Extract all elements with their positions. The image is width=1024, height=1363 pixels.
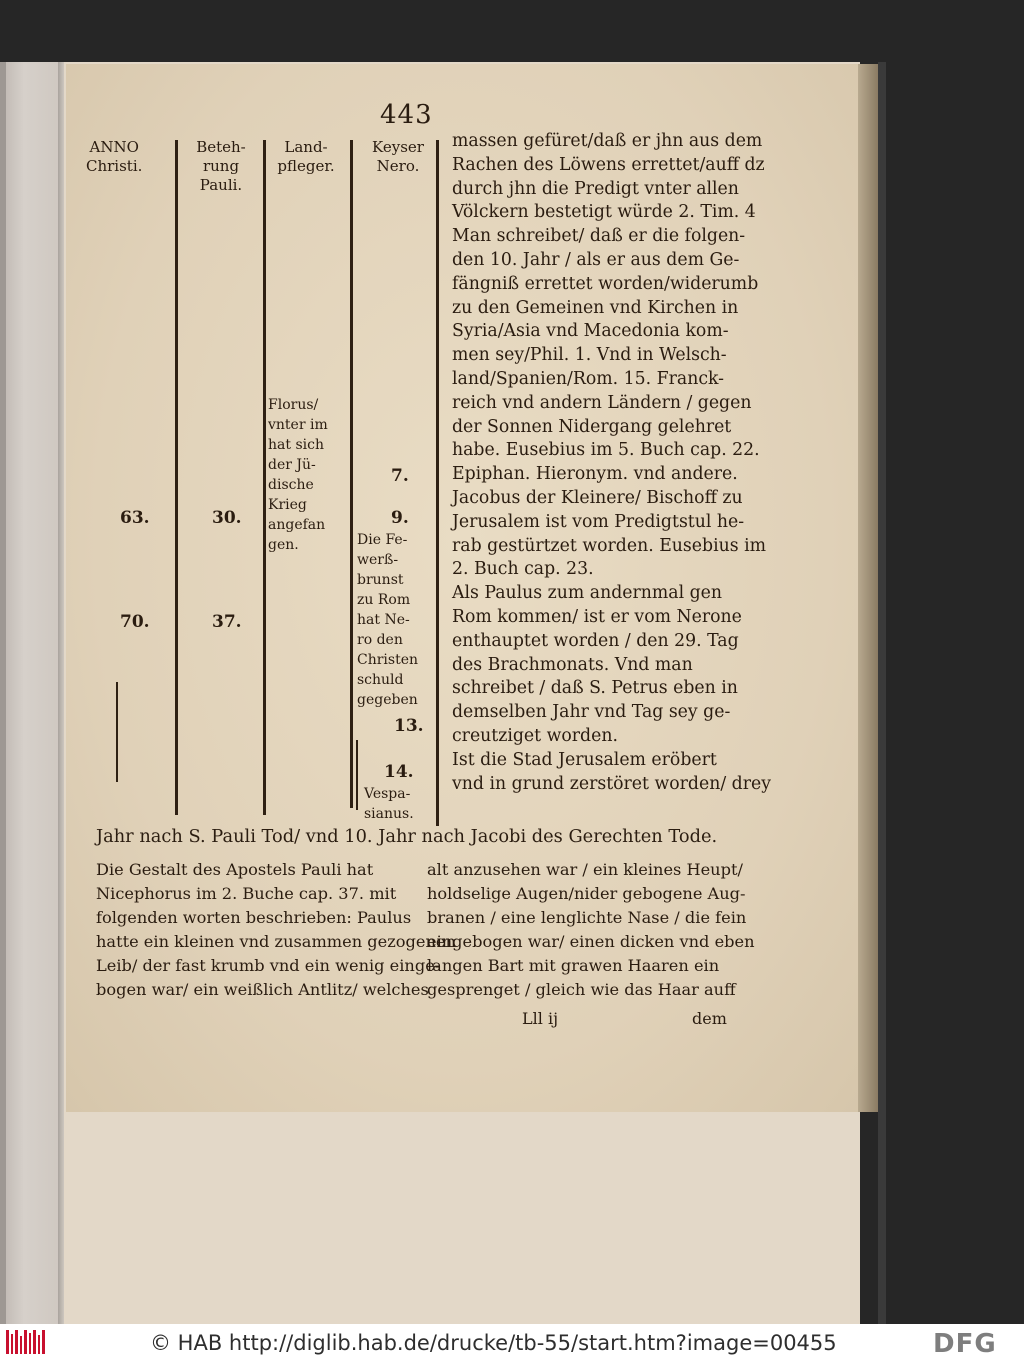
text-line: zu den Gemeinen vnd Kirchen in: [452, 297, 739, 318]
bekehrung-value: 37.: [212, 612, 242, 632]
text-line: Jerusalem ist vom Predigtstul he-: [452, 511, 745, 532]
entry-line: der Jü-: [268, 457, 316, 473]
header-line: Keyser: [372, 138, 424, 156]
keyser-year-7: 7.: [391, 466, 409, 486]
text-line: holdselige Augen/nider gebogene Aug-: [427, 883, 746, 903]
text-line: Syria/Asia vnd Macedonia kom-: [452, 321, 729, 342]
bekehrung-value: 30.: [212, 508, 242, 528]
hab-barcode-logo-icon: [6, 1328, 46, 1356]
text-line: Epiphan. Hieronym. vnd andere.: [452, 464, 738, 485]
entry-line: hat sich: [268, 437, 324, 453]
text-line: Rachen des Löwens errettet/auff dz: [452, 154, 765, 175]
text-line: des Brachmonats. Vnd man: [452, 654, 693, 675]
column-rule: [263, 140, 266, 815]
header-keyser-nero: [360, 138, 436, 176]
header-anno-christi: [86, 138, 142, 176]
header-line: Christi.: [86, 157, 143, 175]
column-rule: [116, 682, 118, 782]
entry-line: brunst: [357, 572, 404, 588]
keyser-fire-entry: [357, 530, 418, 710]
text-line: massen gefüret/daß er jhn aus dem: [452, 131, 763, 151]
entry-line: Krieg: [268, 497, 307, 513]
text-line: Leib/ der fast krumb vnd ein wenig einge-: [96, 955, 441, 975]
header-line: Land-: [284, 138, 328, 156]
entry-line: Vespa-: [364, 786, 411, 802]
vespasian-entry: [364, 784, 414, 824]
entry-line: sianus.: [364, 806, 414, 822]
text-line: branen / eine lenglichte Nase / die fein: [427, 907, 747, 927]
text-line: land/Spanien/Rom. 15. Franck-: [452, 369, 725, 389]
header-line: Pauli.: [199, 176, 243, 194]
text-line: gesprenget / gleich wie das Haar auff: [427, 979, 736, 999]
text-line: Ist die Stad Jerusalem eröbert: [452, 749, 717, 770]
entry-line: dische: [268, 477, 314, 493]
text-line: reich vnd andern Ländern / gegen: [452, 392, 752, 413]
header-line: ANNO: [89, 138, 139, 156]
landpfleger-entry: [268, 395, 328, 555]
text-line: folgenden worten beschrieben: Paulus: [96, 907, 412, 927]
header-bekehrung-pauli: [184, 138, 258, 195]
entry-line: werß-: [357, 552, 399, 568]
keyser-year-13: 13.: [394, 716, 424, 736]
keyser-year-9: 9.: [391, 508, 409, 528]
previous-page-edge: [0, 62, 60, 1324]
text-line: enthauptet worden / den 29. Tag: [452, 630, 739, 651]
page-stack-edge: [0, 62, 6, 1324]
text-line: vnd in grund zerstöret worden/ drey: [452, 773, 771, 794]
text-line: 2. Buch cap. 23.: [452, 559, 594, 580]
entry-line: schuld: [357, 672, 404, 688]
column-rule: [436, 140, 439, 826]
entry-line: Die Fe-: [357, 532, 408, 548]
text-line: der Sonnen Nidergang gelehret: [452, 416, 732, 437]
header-line: Nero.: [376, 157, 420, 175]
text-line: men sey/Phil. 1. Vnd in Welsch-: [452, 345, 727, 366]
full-width-line: Jahr nach S. Pauli Tod/ vnd 10. Jahr nach Jacobi des Gerechten Tode.: [96, 826, 718, 847]
entry-line: vnter im: [268, 417, 328, 433]
column-rule: [356, 740, 358, 810]
text-line: demselben Jahr vnd Tag sey ge-: [452, 702, 731, 723]
page-number: 443: [380, 100, 433, 130]
text-line: Die Gestalt des Apostels Pauli hat: [96, 860, 374, 879]
text-line: Als Paulus zum andernmal gen: [452, 583, 723, 604]
text-line: durch jhn die Predigt vnter allen: [452, 178, 739, 199]
text-line: schreibet / daß S. Petrus eben in: [452, 678, 738, 699]
text-line: Nicephorus im 2. Buche cap. 37. mit: [96, 883, 397, 903]
signature-mark: Lll ij: [522, 1009, 559, 1028]
entry-line: ro den: [357, 632, 403, 648]
entry-line: Christen: [357, 652, 419, 668]
text-line: alt anzusehen war / ein kleines Heupt/: [427, 860, 743, 879]
text-line: langen Bart mit grawen Haaren ein: [427, 955, 720, 975]
text-line: fängniß errettet worden/widerumb: [452, 273, 759, 294]
text-line: rab gestürtzet worden. Eusebius im: [452, 535, 767, 556]
dfg-logo: DFG: [933, 1329, 997, 1359]
catchword: dem: [692, 1009, 727, 1028]
text-line: bogen war/ ein weißlich Antlitz/ welches: [96, 979, 429, 999]
page-edge: [858, 64, 878, 1112]
text-line: Völckern bestetigt würde 2. Tim. 4: [452, 202, 756, 223]
text-line: Man schreibet/ daß er die folgen-: [452, 226, 746, 247]
keyser-year-14: 14.: [384, 762, 414, 782]
entry-line: Florus/: [268, 397, 319, 413]
entry-line: hat Ne-: [357, 612, 410, 628]
header-line: pfleger.: [277, 157, 335, 175]
copyright-url: © HAB http://diglib.hab.de/drucke/tb-55/start.htm?image=00455: [150, 1331, 837, 1355]
entry-line: gen.: [268, 537, 299, 553]
column-rule: [175, 140, 178, 815]
text-line: eingebogen war/ einen dicken vnd eben: [427, 931, 755, 951]
anno-value: 70.: [120, 612, 150, 632]
text-line: hatte ein kleinen vnd zusammen gezogenen: [96, 931, 456, 951]
column-rule: [350, 140, 353, 808]
anno-value: 63.: [120, 508, 150, 528]
text-line: creutziget worden.: [452, 726, 618, 746]
entry-line: zu Rom: [357, 592, 411, 608]
text-line: habe. Eusebius im 5. Buch cap. 22.: [452, 440, 760, 461]
header-line: rung: [202, 157, 240, 175]
text-line: Rom kommen/ ist er vom Nerone: [452, 607, 742, 627]
page-shadow: [878, 62, 886, 1324]
text-line: Jacobus der Kleinere/ Bischoff zu: [452, 488, 743, 508]
header-line: Beteh-: [196, 138, 246, 156]
entry-line: gegeben: [357, 692, 418, 708]
header-landpfleger: [266, 138, 346, 176]
entry-line: angefan: [268, 517, 326, 533]
text-line: den 10. Jahr / als er aus dem Ge-: [452, 250, 740, 270]
